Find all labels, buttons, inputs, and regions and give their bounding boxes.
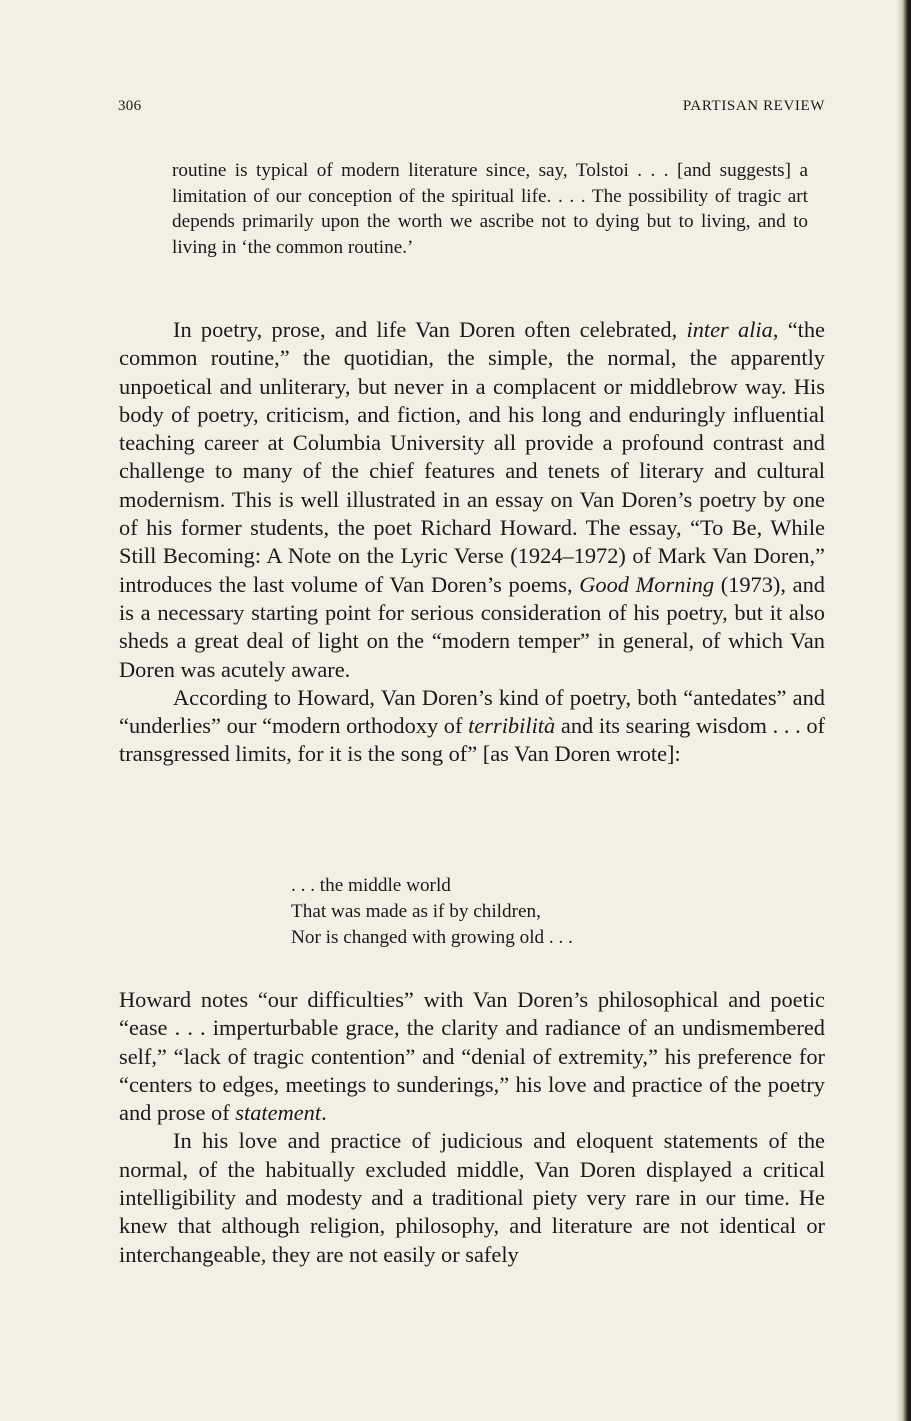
paragraph-1-italic-a: inter alia (686, 317, 773, 342)
paragraph-2-italic: terribilità (468, 713, 556, 739)
paragraph-2-text-a: According to Howard, Van Doren’s kind of poetry, both “antedates” and “underlies” our “modern orthodoxy of (119, 684, 825, 739)
block-quote-text: routine is typical of modern literature since, say, Tolstoi . . . [and suggests] a limitation of our conception of the spiritual life. . . . The possibility of tragic art depends primarily upon the worth we ascribe not to dying but to living, and to living in ‘the common routine.’ (172, 160, 808, 258)
body-text-upper (119, 316, 825, 769)
paragraph-4: In his love and practice of judicious and eloquent statements of the normal, of the habitually excluded middle, Van Doren displayed a critical intelligibility and modesty and a traditional piety very rare in our time. He knew that although religion, philosophy, and literature are not identical or interchangeable, they are not easily or safely (119, 1128, 825, 1267)
page-number: 306 (118, 98, 142, 114)
verse-line: . . . the middle world (291, 875, 451, 896)
verse-quote (291, 873, 573, 950)
paragraph-1-text-b: , “the common routine,” the quotidian, the simple, the normal, the apparently unpoetical and unliterary, but never in a complacent or middlebrow way. His body of poetry, criticism, and fiction, and his long and enduringly influential teaching career at Columbia University all provide a profound contrast and challenge to many of the chief features and tenets of literary and cultural modernism. This is well illustrated in an essay on Van Doren’s poetry by one of his former students, the poet Richard Howard. The essay, “To Be, While Still Becoming: A Note on the Lyric Verse (1924–1972) of Mark Van Doren,” introduces the last volume of Van Doren’s poems, (119, 317, 825, 597)
paragraph-2 (119, 684, 825, 769)
paragraph-3-text-a: Howard notes “our difficulties” with Van Doren’s philosophical and poetic “ease . . . imperturbable grace, the clarity and radiance of an undismembered self,” “lack of tragic contention” and “denial of extremity,” his preference for “centers to edges, meetings to sunderings,” his love and practice of the poetry and prose of (119, 987, 825, 1126)
verse-line: Nor is changed with growing old . . . (291, 926, 573, 948)
verse-line: That was made as if by children, (291, 900, 541, 922)
paragraph-1-text-c: (1973), and is a necessary starting point for serious consideration of his poetry, but it also sheds a great deal of light on the “modern temper” in general, of which Van Doren was acutely aware. (119, 571, 825, 682)
paragraph-1-text-a: In poetry, prose, and life Van Doren often celebrated, (173, 317, 687, 342)
paragraph-3 (119, 986, 825, 1127)
paragraph-1 (119, 316, 825, 684)
paragraph-3-text-b: . (321, 1100, 327, 1126)
paragraph-3-italic: statement (235, 1100, 322, 1126)
paragraph-2-text-b: and its searing wisdom . . . of transgressed limits, for it is the song of” [as Van Doren wrote]: (119, 713, 825, 767)
block-quote (172, 158, 808, 260)
binding-edge-shadow (897, 0, 911, 1421)
paragraph-1-italic-b: Good Morning (579, 571, 715, 597)
running-title: PARTISAN REVIEW (682, 98, 825, 114)
body-text-lower (119, 986, 825, 1269)
